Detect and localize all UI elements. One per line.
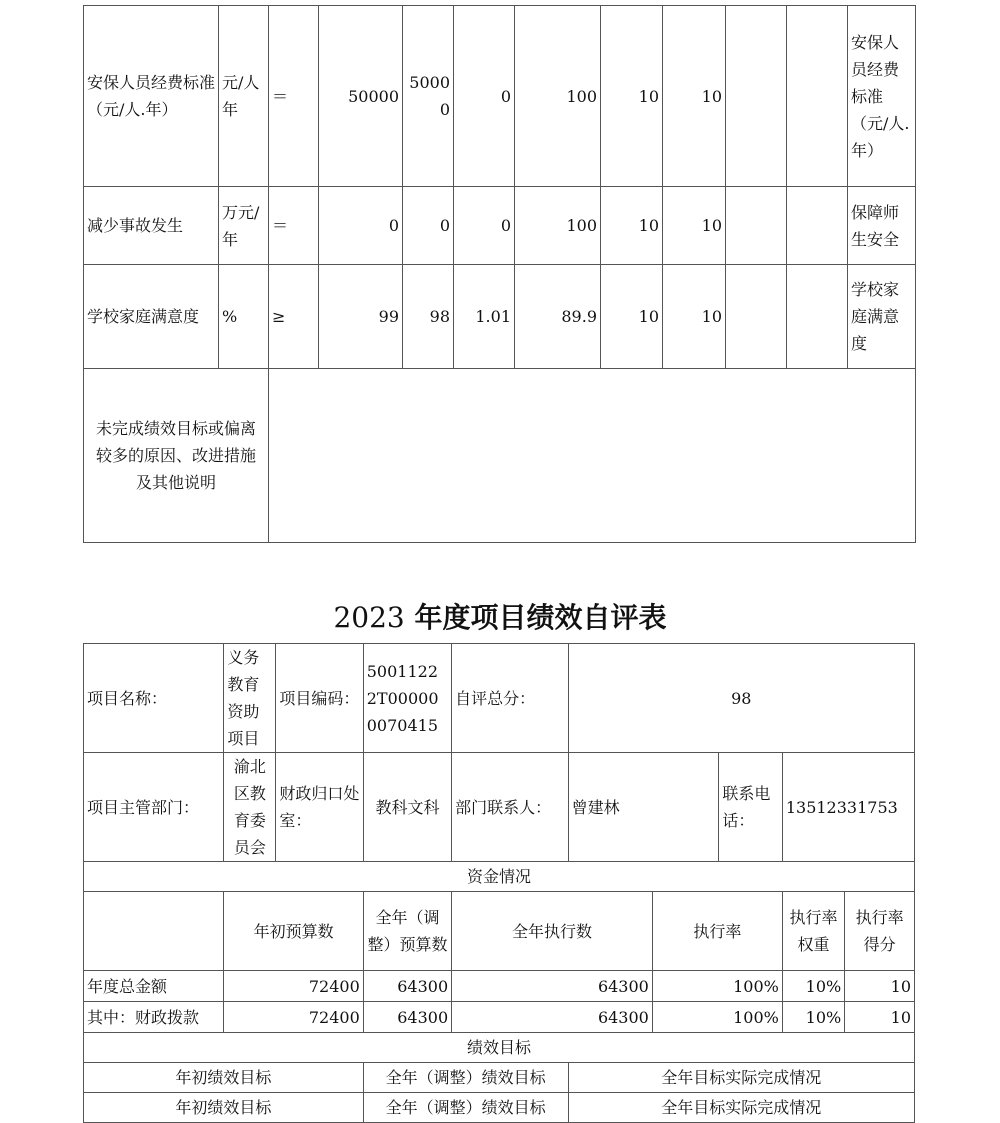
funds-row-label: 年度总金额	[84, 971, 224, 1002]
perf-col-initial: 年初绩效目标	[84, 1063, 364, 1093]
indicator-weight: 10	[601, 6, 663, 187]
perf-header-row	[84, 1033, 915, 1063]
indicator-score: 10	[663, 6, 726, 187]
dept: 渝北区教育委员会	[224, 753, 276, 862]
page-title	[0, 598, 1000, 638]
perf-col-adjusted: 全年（调整）绩效目标	[363, 1093, 568, 1123]
perf-header: 绩效目标	[84, 1033, 915, 1063]
finance-office-label: 财政归口处室：	[276, 753, 363, 862]
table-row	[84, 6, 916, 187]
finance-office: 教科文科	[363, 753, 451, 862]
indicator-operator: ＝	[269, 6, 319, 187]
indicator-actual: 98	[403, 265, 454, 369]
funds-weight: 10%	[782, 971, 844, 1002]
funds-rate: 100%	[652, 1002, 782, 1033]
perf-col-initial: 年初绩效目标	[84, 1093, 364, 1123]
col-rate-score: 执行率得分	[845, 892, 915, 971]
indicator-name: 减少事故发生	[84, 187, 219, 265]
funds-row-label: 其中：财政拨款	[84, 1002, 224, 1033]
indicator-note	[726, 187, 787, 265]
indicator-table	[83, 5, 916, 543]
project-code: 50011222T000000070415	[363, 644, 451, 753]
funds-corner	[84, 892, 224, 971]
col-budget: 年初预算数	[224, 892, 363, 971]
funds-columns-row	[84, 892, 915, 971]
indicator-score: 10	[663, 187, 726, 265]
indicator-target: 99	[319, 265, 403, 369]
perf-col-adjusted: 全年（调整）绩效目标	[363, 1063, 568, 1093]
indicator-weight: 10	[601, 265, 663, 369]
indicator-unit: 万元/年	[219, 187, 269, 265]
indicator-target: 0	[319, 187, 403, 265]
title-year: 2023	[333, 601, 405, 634]
perf-columns-row	[84, 1093, 915, 1123]
indicator-name: 学校家庭满意度	[84, 265, 219, 369]
funds-adjusted: 64300	[363, 1002, 451, 1033]
perf-col-actual: 全年目标实际完成情况	[568, 1063, 914, 1093]
indicator-target: 50000	[319, 6, 403, 187]
indicator-note	[726, 6, 787, 187]
project-name-label: 项目名称：	[84, 644, 224, 753]
table-row	[84, 265, 916, 369]
indicator-blank	[787, 265, 848, 369]
indicator-deviation: 0	[454, 6, 515, 187]
indicator-operator: ≥	[269, 265, 319, 369]
explanation-row	[84, 369, 916, 543]
indicator-operator: ＝	[269, 187, 319, 265]
self-score-label: 自评总分：	[452, 644, 568, 753]
funds-score: 10	[845, 971, 915, 1002]
funds-adjusted: 64300	[363, 971, 451, 1002]
indicator-rate: 100	[515, 187, 601, 265]
indicator-rate: 100	[515, 6, 601, 187]
title-text: 年度项目绩效自评表	[414, 601, 667, 634]
col-exec-rate: 执行率	[652, 892, 782, 971]
perf-columns-row	[84, 1063, 915, 1093]
table-row	[84, 1002, 915, 1033]
indicator-deviation: 1.01	[454, 265, 515, 369]
col-rate-weight: 执行率权重	[782, 892, 844, 971]
funds-weight: 10%	[782, 1002, 844, 1033]
explanation-label: 未完成绩效目标或偏离较多的原因、改进措施及其他说明	[84, 369, 269, 543]
perf-col-actual: 全年目标实际完成情况	[568, 1093, 914, 1123]
indicator-actual: 50000	[403, 6, 454, 187]
funds-header-row	[84, 862, 915, 892]
indicator-content: 保障师生安全	[848, 187, 916, 265]
indicator-rate: 89.9	[515, 265, 601, 369]
indicator-content: 安保人员经费标准（元/人.年）	[848, 6, 916, 187]
indicator-actual: 0	[403, 187, 454, 265]
funds-score: 10	[845, 1002, 915, 1033]
table-row	[84, 187, 916, 265]
phone: 13512331753	[782, 753, 914, 862]
col-executed: 全年执行数	[452, 892, 653, 971]
indicator-unit: %	[219, 265, 269, 369]
col-adjusted: 全年（调整）预算数	[363, 892, 451, 971]
funds-header: 资金情况	[84, 862, 915, 892]
funds-budget: 72400	[224, 971, 363, 1002]
evaluation-table	[83, 643, 915, 1123]
project-info-row	[84, 644, 915, 753]
indicator-score: 10	[663, 265, 726, 369]
project-name: 义务教育资助项目	[224, 644, 276, 753]
indicator-content: 学校家庭满意度	[848, 265, 916, 369]
funds-budget: 72400	[224, 1002, 363, 1033]
self-score: 98	[568, 644, 914, 753]
phone-label: 联系电话：	[719, 753, 782, 862]
explanation-value	[269, 369, 916, 543]
contact: 曾建林	[568, 753, 719, 862]
dept-label: 项目主管部门：	[84, 753, 224, 862]
indicator-blank	[787, 6, 848, 187]
dept-info-row	[84, 753, 915, 862]
project-code-label: 项目编码：	[276, 644, 363, 753]
funds-executed: 64300	[452, 971, 653, 1002]
indicator-deviation: 0	[454, 187, 515, 265]
funds-executed: 64300	[452, 1002, 653, 1033]
indicator-name: 安保人员经费标准（元/人.年）	[84, 6, 219, 187]
indicator-blank	[787, 187, 848, 265]
indicator-weight: 10	[601, 187, 663, 265]
contact-label: 部门联系人：	[452, 753, 568, 862]
table-row	[84, 971, 915, 1002]
indicator-unit: 元/人年	[219, 6, 269, 187]
indicator-note	[726, 265, 787, 369]
funds-rate: 100%	[652, 971, 782, 1002]
